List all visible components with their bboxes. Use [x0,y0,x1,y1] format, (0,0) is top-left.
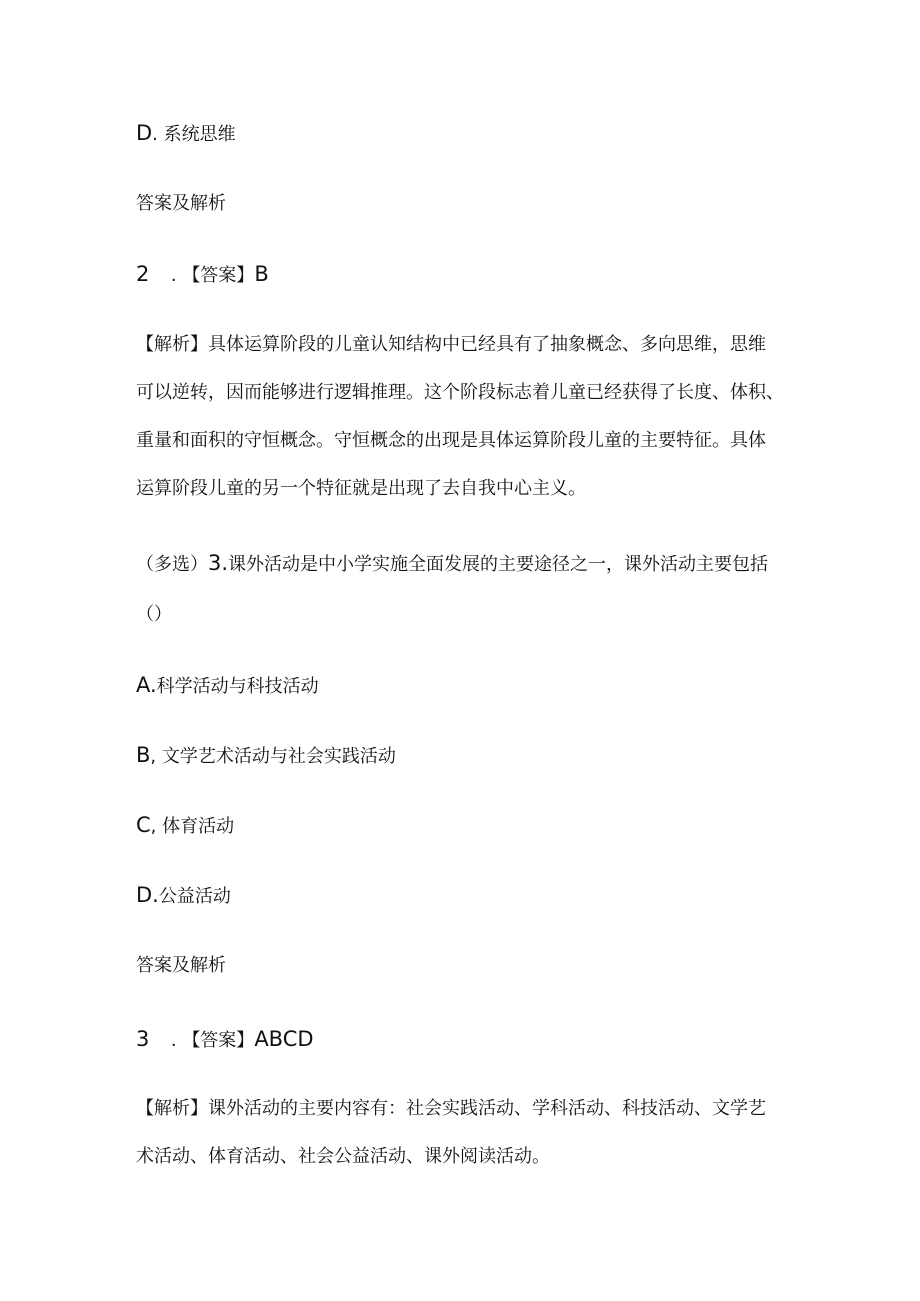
explanation-line: 重量和面积的守恒概念。守恒概念的出现是具体运算阶段儿童的主要特征。具体 [136,430,766,451]
answer-tag: 【答案】 [182,265,255,286]
q3-explanation [136,1085,796,1181]
answer-value: ABCD [254,1027,314,1051]
q3-answer-line [136,1027,314,1053]
explanation-line: 可以逆转，因而能够进行逻辑推理。这个阶段标志着儿童已经获得了长度、体积、 [136,382,784,403]
option-text: 公益活动 [158,886,231,907]
question-prefix: （多选） [136,554,208,575]
q2-option-d [136,121,236,147]
explanation-line: 【解析】课外活动的主要内容有：社会实践活动、学科活动、科技活动、文学艺 [136,1098,766,1119]
option-letter: D. [136,883,159,907]
q2-answer-line [136,262,269,288]
q3-answer-header: 答案及解析 [136,955,226,976]
q3-option-b [136,743,396,769]
q3-option-a [136,673,319,699]
answer-number: 3 [136,1027,150,1051]
option-letter: B [136,743,151,767]
q3-question [136,551,768,577]
q2-explanation [136,321,796,513]
option-letter: A. [136,673,157,697]
option-text: 科学活动与科技活动 [156,676,319,697]
explanation-line: 【解析】具体运算阶段的儿童认知结构中已经具有了抽象概念、多向思维，思维 [136,334,766,355]
q3-option-d [136,883,231,909]
option-text: , 文学艺术活动与社会实践活动 [150,746,396,767]
answer-dot: . [170,1030,177,1051]
question-text: 课外活动是中小学实施全面发展的主要途径之一，课外活动主要包括 [228,554,769,575]
question-number: 3. [208,551,229,575]
answer-dot: . [170,265,177,286]
option-text: , 体育活动 [150,816,235,837]
q3-option-c [136,813,234,839]
answer-tag: 【答案】 [182,1030,255,1051]
option-letter: C [136,813,151,837]
option-text: . 系统思维 [152,124,236,145]
explanation-line: 术活动、体育活动、社会公益活动、课外阅读活动。 [136,1146,550,1167]
option-letter: D [136,121,153,145]
q2-answer-header: 答案及解析 [136,193,226,214]
answer-number: 2 [136,262,150,286]
answer-value: B [254,262,269,286]
q3-question-blank: （） [136,604,172,625]
explanation-line: 运算阶段儿童的另一个特征就是出现了去自我中心主义。 [136,478,586,499]
